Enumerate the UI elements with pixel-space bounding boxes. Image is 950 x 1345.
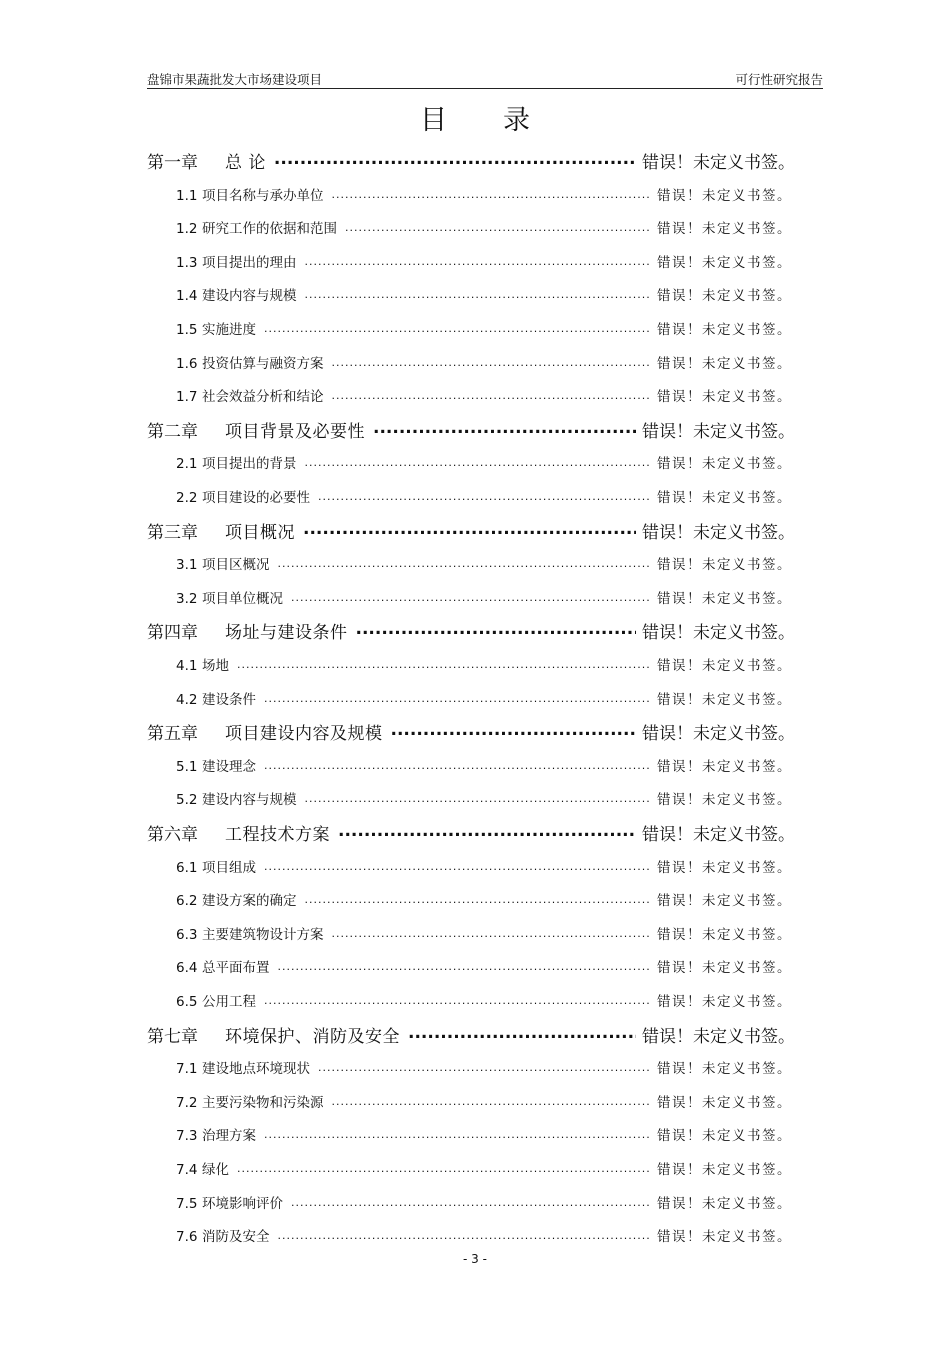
page-title: 目录	[420, 105, 586, 136]
toc-entry-page-ref: 错误！未定义书签。	[657, 691, 792, 708]
toc-entry-number: 第五章	[147, 724, 198, 745]
toc-entry-page-ref: 错误！未定义书签。	[657, 1229, 792, 1246]
toc-entry-page-ref: 错误！未定义书签。	[657, 557, 792, 574]
toc-entry-title: 消防及安全	[202, 1229, 270, 1246]
toc-entry-title: 主要建筑物设计方案	[202, 926, 324, 943]
toc-entry-page-ref: 错误！未定义书签。	[657, 389, 792, 406]
toc-dot-leader	[264, 993, 651, 1007]
toc-entry-number: 5.1	[176, 758, 198, 775]
toc-entry-title: 场地	[202, 658, 229, 674]
toc-entry-page-ref: 错误！未定义书签。	[657, 1128, 792, 1145]
toc-dot-leader	[332, 186, 652, 200]
toc-section-entry[interactable]	[0, 251, 792, 271]
toc-entry-number: 第三章	[147, 522, 198, 543]
toc-dot-leader	[264, 757, 651, 771]
toc-dot-leader	[305, 791, 652, 805]
toc-entry-title: 建设方案的确定	[202, 893, 297, 910]
toc-entry-number: 第二章	[147, 421, 198, 442]
toc-dot-leader	[318, 1060, 651, 1074]
toc-dot-leader	[332, 1093, 652, 1107]
toc-section-entry[interactable]	[0, 1192, 792, 1212]
toc-entry-number: 4.2	[176, 691, 198, 708]
toc-chapter-entry[interactable]	[0, 618, 795, 642]
toc-entry-page-ref: 错误！未定义书签。	[657, 456, 792, 473]
toc-entry-title: 建设条件	[202, 691, 256, 708]
toc-entry-number: 1.1	[176, 187, 198, 204]
toc-chapter-entry[interactable]	[0, 719, 795, 743]
toc-section-entry[interactable]	[0, 452, 792, 472]
toc-dot-leader	[338, 823, 636, 840]
toc-dot-leader	[391, 722, 637, 739]
toc-entry-title: 项目概况	[225, 522, 295, 543]
toc-entry-number: 1.6	[176, 355, 198, 372]
toc-entry-title: 项目名称与承办单位	[202, 187, 324, 204]
toc-entry-number: 6.5	[176, 994, 198, 1010]
toc-entry-number: 4.1	[176, 658, 198, 674]
header-project-name: 盘锦市果蔬批发大市场建设项目	[147, 72, 323, 87]
toc-entry-title: 项目建设的必要性	[202, 490, 310, 506]
toc-entry-number: 7.6	[176, 1229, 198, 1246]
toc-entry-number: 6.4	[176, 960, 198, 977]
toc-dot-leader	[305, 455, 652, 469]
toc-dot-leader	[408, 1025, 636, 1042]
toc-entry-title: 环境保护、消防及安全	[225, 1026, 400, 1047]
toc-section-entry[interactable]	[0, 587, 792, 607]
toc-entry-number: 第四章	[147, 623, 198, 644]
toc-entry-title: 项目建设内容及规模	[225, 724, 383, 745]
toc-section-entry[interactable]	[0, 318, 792, 338]
toc-entry-title: 建设内容与规模	[202, 792, 297, 809]
toc-entry-number: 1.4	[176, 288, 198, 305]
toc-entry-title: 环境影响评价	[202, 1195, 283, 1212]
toc-entry-title: 总 论	[225, 153, 266, 173]
toc-entry-title: 项目单位概况	[202, 590, 283, 607]
toc-section-entry[interactable]	[0, 990, 792, 1010]
toc-section-entry[interactable]	[0, 184, 792, 204]
toc-section-entry[interactable]	[0, 284, 792, 304]
toc-section-entry[interactable]	[0, 1057, 792, 1077]
toc-entry-page-ref: 错误！未定义书签。	[657, 221, 792, 238]
toc-dot-leader	[291, 589, 651, 603]
toc-entry-page-ref: 错误！未定义书签。	[657, 288, 792, 305]
toc-entry-number: 第六章	[147, 825, 198, 845]
toc-entry-title: 投资估算与融资方案	[202, 355, 324, 372]
toc-entry-page-ref: 错误！未定义书签。	[657, 859, 792, 876]
toc-entry-title: 建设内容与规模	[202, 288, 297, 305]
toc-entry-title: 项目提出的理由	[202, 254, 297, 271]
toc-dot-leader	[332, 925, 652, 939]
toc-entry-page-ref: 错误！未定义书签。	[657, 490, 792, 506]
header-report-type: 可行性研究报告	[735, 72, 823, 87]
toc-section-entry[interactable]	[0, 217, 792, 237]
toc-entry-title: 项目背景及必要性	[225, 421, 365, 442]
toc-entry-number: 3.1	[176, 557, 198, 574]
toc-entry-number: 7.4	[176, 1162, 198, 1178]
toc-entry-number: 1.5	[176, 322, 198, 338]
toc-entry-number: 6.3	[176, 926, 198, 943]
toc-entry-page-ref: 错误！未定义书签。	[642, 522, 795, 543]
toc-section-entry[interactable]	[0, 1124, 792, 1144]
toc-dot-leader	[332, 354, 652, 368]
toc-chapter-entry[interactable]	[0, 1022, 795, 1046]
toc-entry-title: 研究工作的依据和范围	[202, 221, 337, 238]
toc-dot-leader	[318, 489, 651, 503]
toc-section-entry[interactable]	[0, 788, 792, 808]
toc-entry-number: 2.1	[176, 456, 198, 473]
toc-entry-page-ref: 错误！未定义书签。	[642, 724, 795, 745]
toc-section-entry[interactable]	[0, 688, 792, 708]
toc-section-entry[interactable]	[0, 1158, 792, 1178]
toc-entry-number: 1.3	[176, 254, 198, 271]
toc-dot-leader	[278, 1228, 652, 1242]
toc-dot-leader	[332, 388, 652, 402]
toc-entry-number: 5.2	[176, 792, 198, 809]
toc-entry-page-ref: 错误！未定义书签。	[657, 1195, 792, 1212]
toc-entry-title: 社会效益分析和结论	[202, 389, 324, 406]
toc-entry-title: 项目组成	[202, 859, 256, 876]
toc-dot-leader	[237, 1161, 651, 1175]
toc-entry-title: 总平面布置	[202, 960, 270, 977]
toc-dot-leader	[305, 287, 652, 301]
toc-entry-title: 绿化	[202, 1162, 229, 1178]
toc-entry-title: 场址与建设条件	[225, 623, 348, 644]
toc-entry-page-ref: 错误！未定义书签。	[657, 994, 792, 1010]
toc-chapter-entry[interactable]	[0, 148, 795, 172]
toc-entry-page-ref: 错误！未定义书签。	[657, 187, 792, 204]
toc-entry-number: 3.2	[176, 590, 198, 607]
toc-entry-page-ref: 错误！未定义书签。	[657, 792, 792, 809]
toc-entry-page-ref: 错误！未定义书签。	[657, 590, 792, 607]
toc-dot-leader	[264, 321, 651, 335]
toc-entry-title: 主要污染物和污染源	[202, 1094, 324, 1111]
toc-entry-number: 7.3	[176, 1128, 198, 1145]
toc-entry-title: 项目提出的背景	[202, 456, 297, 473]
toc-entry-number: 1.2	[176, 221, 198, 238]
toc-chapter-entry[interactable]	[0, 417, 795, 441]
toc-entry-page-ref: 错误！未定义书签。	[657, 658, 792, 674]
toc-entry-title: 建设理念	[202, 758, 256, 775]
toc-entry-page-ref: 错误！未定义书签。	[657, 1162, 792, 1178]
toc-section-entry[interactable]	[0, 385, 792, 405]
toc-dot-leader	[278, 556, 652, 570]
toc-dot-leader	[356, 621, 637, 638]
page-number: - 3 -	[463, 1252, 487, 1266]
toc-dot-leader	[264, 690, 651, 704]
toc-dot-leader	[264, 858, 651, 872]
toc-entry-page-ref: 错误！未定义书签。	[657, 893, 792, 910]
toc-dot-leader	[237, 657, 651, 671]
toc-entry-number: 2.2	[176, 490, 198, 506]
toc-entry-number: 7.1	[176, 1061, 198, 1078]
toc-section-entry[interactable]	[0, 755, 792, 775]
toc-entry-title: 实施进度	[202, 322, 256, 338]
toc-entry-page-ref: 错误！未定义书签。	[642, 153, 795, 173]
toc-entry-title: 建设地点环境现状	[202, 1061, 310, 1078]
toc-dot-leader	[291, 1194, 651, 1208]
toc-entry-title: 工程技术方案	[225, 825, 330, 845]
toc-entry-page-ref: 错误！未定义书签。	[642, 825, 795, 845]
toc-dot-leader	[373, 420, 636, 437]
toc-entry-page-ref: 错误！未定义书签。	[657, 1094, 792, 1111]
toc-chapter-entry[interactable]	[0, 820, 795, 844]
toc-entry-page-ref: 错误！未定义书签。	[657, 322, 792, 338]
toc-dot-leader	[274, 151, 636, 168]
toc-entry-page-ref: 错误！未定义书签。	[657, 1061, 792, 1078]
toc-section-entry[interactable]	[0, 889, 792, 909]
toc-dot-leader	[264, 1127, 651, 1141]
toc-chapter-entry[interactable]	[0, 518, 795, 542]
toc-entry-number: 第一章	[147, 153, 198, 173]
toc-entry-page-ref: 错误！未定义书签。	[642, 421, 795, 442]
toc-entry-title: 项目区概况	[202, 557, 270, 574]
toc-dot-leader	[303, 521, 636, 538]
toc-section-entry[interactable]	[0, 352, 792, 372]
toc-entry-page-ref: 错误！未定义书签。	[657, 355, 792, 372]
toc-section-entry[interactable]	[0, 1225, 792, 1245]
toc-entry-number: 7.5	[176, 1195, 198, 1212]
toc-entry-title: 治理方案	[202, 1128, 256, 1145]
toc-dot-leader	[305, 892, 652, 906]
toc-dot-leader	[345, 220, 651, 234]
toc-entry-page-ref: 错误！未定义书签。	[642, 1026, 795, 1047]
toc-section-entry[interactable]	[0, 956, 792, 976]
toc-entry-number: 1.7	[176, 389, 198, 406]
toc-entry-page-ref: 错误！未定义书签。	[657, 926, 792, 943]
toc-dot-leader	[278, 959, 652, 973]
toc-entry-page-ref: 错误！未定义书签。	[657, 254, 792, 271]
toc-entry-number: 6.2	[176, 893, 198, 910]
toc-dot-leader	[305, 253, 652, 267]
toc-section-entry[interactable]	[0, 654, 792, 674]
toc-entry-page-ref: 错误！未定义书签。	[657, 758, 792, 775]
toc-entry-page-ref: 错误！未定义书签。	[657, 960, 792, 977]
toc-section-entry[interactable]	[0, 923, 792, 943]
toc-entry-page-ref: 错误！未定义书签。	[642, 623, 795, 644]
toc-entry-number: 6.1	[176, 859, 198, 876]
toc-section-entry[interactable]	[0, 856, 792, 876]
toc-entry-title: 公用工程	[202, 994, 256, 1010]
toc-entry-number: 7.2	[176, 1094, 198, 1111]
toc-entry-number: 第七章	[147, 1026, 198, 1047]
toc-section-entry[interactable]	[0, 553, 792, 573]
toc-section-entry[interactable]	[0, 486, 792, 506]
toc-section-entry[interactable]	[0, 1091, 792, 1111]
